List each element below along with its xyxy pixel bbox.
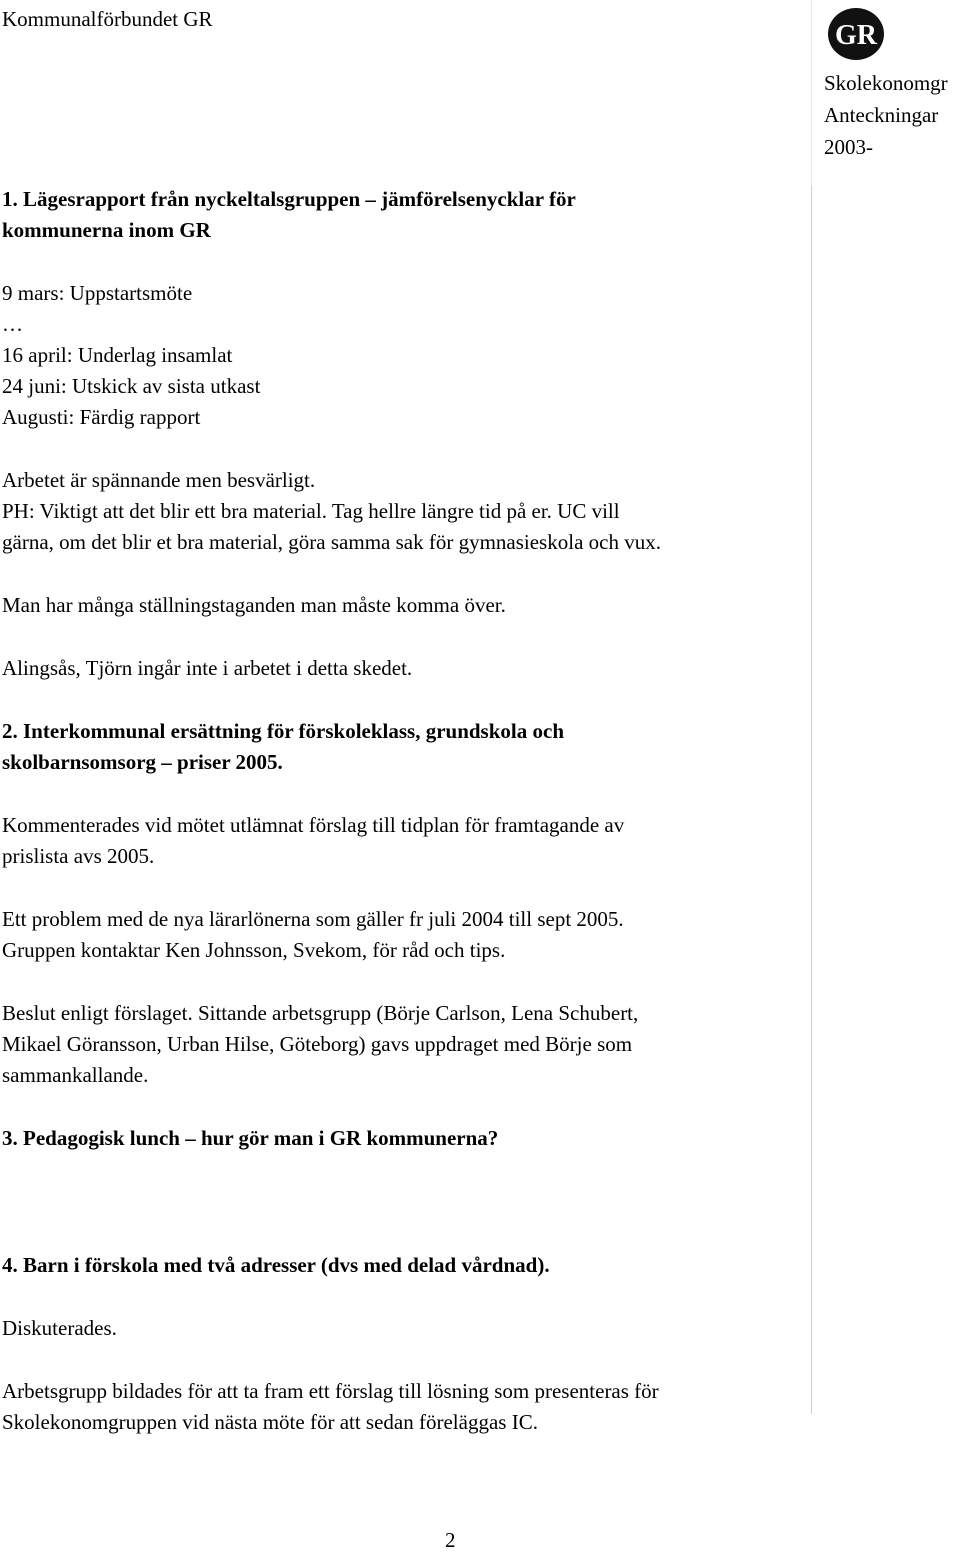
header-organization: Kommunalförbundet GR [2, 7, 213, 31]
exclusions-paragraph: Alingsås, Tjörn ingår inte i arbetet i detta skedet. [2, 656, 413, 680]
comment-paragraph: Kommenterades vid mötet utlämnat förslag till tidplan för framtagande av prislista avs 2005. [2, 813, 625, 868]
page-number: 2 [445, 1528, 456, 1552]
logo-text: GR [835, 20, 877, 51]
section-1-heading: 1. Lägesrapport från nyckeltalsgruppen – jämförelsenycklar för kommunerna inom GR [2, 187, 576, 242]
decision-paragraph: Beslut enligt förslaget. Sittande arbetsgrupp (Börje Carlson, Lena Schubert, Mikael Göransson, Urban Hilse, Göteborg) gavs uppdraget med Börje som sammankallande. [2, 1001, 639, 1087]
column-divider-top [811, 0, 812, 186]
problem-paragraph: Ett problem med de nya lärarlönerna som gäller fr juli 2004 till sept 2005. Gruppen kontaktar Ken Johnsson, Svekom, för råd och tips. [2, 907, 624, 962]
work-status-paragraph: Arbetet är spännande men besvärligt. PH: Viktigt att det blir ett bra material. Tag hellre längre tid på er. UC vill gärna, om det blir et bra material, göra samma sak för gymnasieskola och vux. [2, 468, 661, 554]
timeline-paragraph: 9 mars: Uppstartsmöte … 16 april: Underlag insamlat 24 juni: Utskick av sista utkast Augusti: Färdig rapport [2, 281, 261, 429]
column-divider [811, 186, 812, 1414]
workgroup-paragraph: Arbetsgrupp bildades för att ta fram ett förslag till lösning som presenteras för Skolekonomgruppen vid nästa möte för att sedan föreläggas IC. [2, 1379, 659, 1434]
side-info [824, 67, 948, 163]
section-4-heading: 4. Barn i förskola med två adresser (dvs med delad vårdnad). [2, 1253, 550, 1277]
main-content [2, 184, 802, 1438]
side-info-line-1: Skolekonomgr [824, 71, 948, 95]
gr-logo-icon [826, 6, 890, 62]
discussed-paragraph: Diskuterades. [2, 1316, 117, 1340]
positions-paragraph: Man har många ställningstaganden man måste komma över. [2, 593, 506, 617]
section-2-heading: 2. Interkommunal ersättning för förskoleklass, grundskola och skolbarnsomsorg – priser 2005. [2, 719, 564, 774]
section-3-heading: 3. Pedagogisk lunch – hur gör man i GR kommunerna? [2, 1126, 499, 1150]
side-info-line-2: Anteckningar [824, 103, 939, 127]
side-info-line-3: 2003- [824, 135, 873, 159]
